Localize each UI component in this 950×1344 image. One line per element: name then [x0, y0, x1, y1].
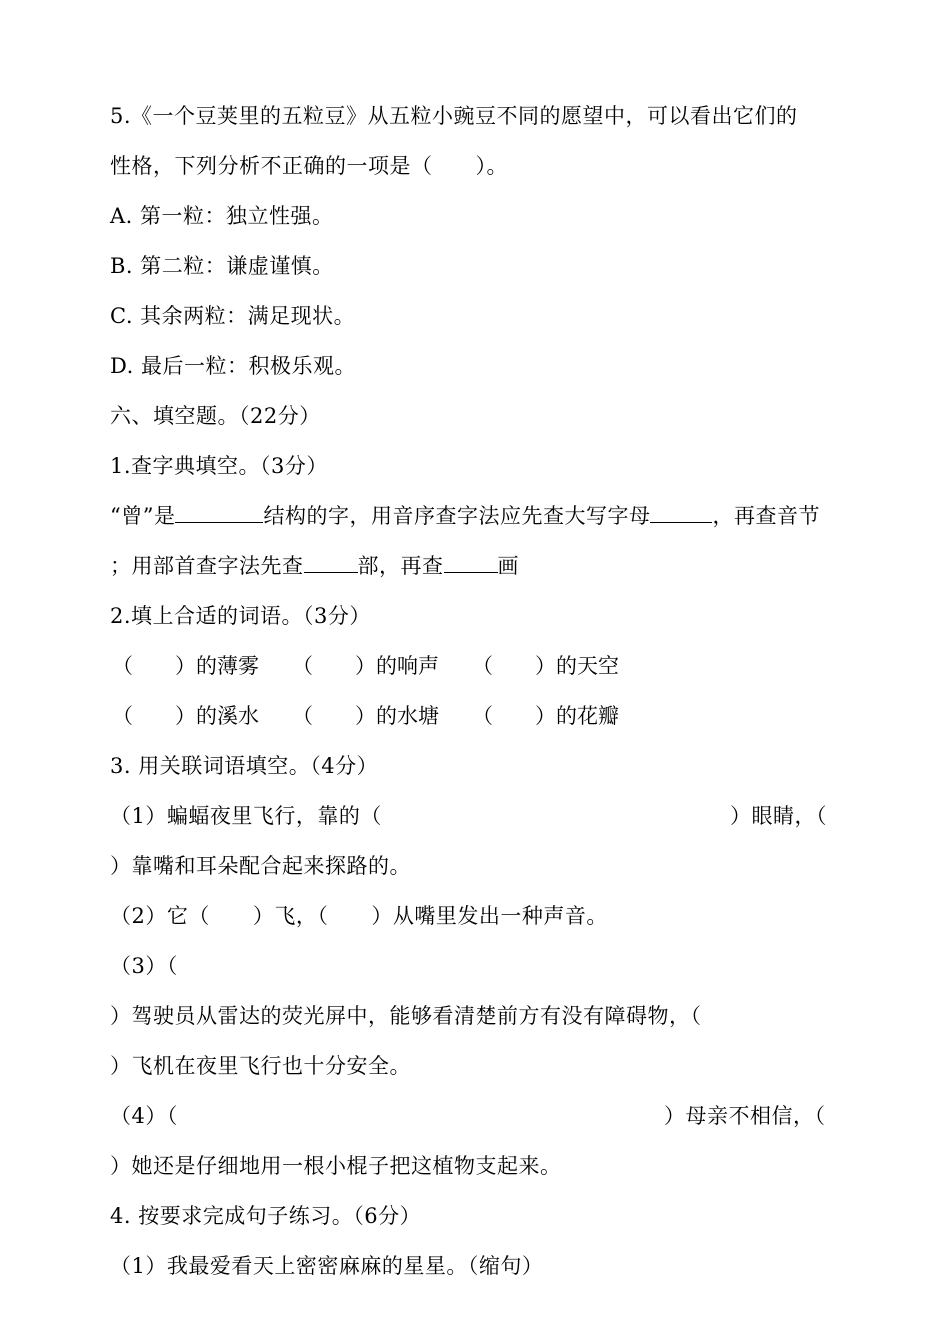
fill4-title: 4. 按要求完成句子练习。（6分） — [110, 1204, 422, 1228]
fill1-text-2: 结构的字，用音序查字法应先查大写字母 — [263, 504, 651, 528]
fill1-line1 — [110, 502, 820, 530]
q5-option-a: A. 第一粒：独立性强。 — [110, 204, 334, 228]
fill3-s1-part-a: （1）蝙蝠夜里飞行，靠的（ — [110, 804, 382, 828]
fill4-s1: （1）我最爱看天上密密麻麻的星星。（缩句） — [110, 1254, 544, 1278]
q5-line2: 性格，下列分析不正确的一项是（ ）。 — [110, 154, 508, 178]
fill1-text-5: 部，再查 — [357, 554, 444, 578]
fill3-s4-part-a: （4）（ — [110, 1104, 178, 1128]
q5-option-b: B. 第二粒：谦虚谨慎。 — [110, 254, 334, 278]
fill1-text-1: “曾”是 — [110, 504, 176, 528]
fill1-line2 — [110, 552, 519, 580]
blank-letter[interactable] — [650, 502, 712, 523]
section6-title: 六、填空题。（22分） — [110, 404, 321, 428]
fill3-s1-line2: ）靠嘴和耳朵配合起来探路的。 — [110, 854, 411, 878]
fill3-s1-part-b: ）眼睛，（ — [730, 804, 827, 828]
fill3-s3-line3: ）飞机在夜里飞行也十分安全。 — [110, 1054, 411, 1078]
fill3-s3-line2: ）驾驶员从雷达的荧光屏中，能够看清楚前方有没有障碍物，（ — [110, 1004, 702, 1028]
blank-radical[interactable] — [304, 552, 358, 573]
fill3-s3-line1: （3）（ — [110, 954, 178, 978]
q5-line1: 5.《一个豆荚里的五粒豆》从五粒小豌豆不同的愿望中，可以看出它们的 — [110, 104, 798, 128]
fill2-cell: （ ）的响声 — [292, 654, 439, 678]
blank-strokes[interactable] — [444, 552, 498, 573]
fill2-row2 — [112, 702, 619, 730]
fill3-s4-line2: ）她还是仔细地用一根小棍子把这植物支起来。 — [110, 1154, 562, 1178]
fill1-text-4: ；用部首查字法先查 — [110, 554, 304, 578]
fill2-cell: （ ）的花瓣 — [472, 704, 619, 728]
fill2-cell: （ ）的薄雾 — [112, 654, 259, 678]
fill1-title: 1.查字典填空。（3分） — [110, 454, 328, 478]
fill3-s2: （2）它（ ）飞，（ ）从嘴里发出一种声音。 — [110, 904, 608, 928]
fill1-text-6: 画 — [497, 554, 519, 578]
fill3-title: 3. 用关联词语填空。（4分） — [110, 754, 379, 778]
fill3-s1-line1 — [110, 802, 827, 830]
fill2-cell: （ ）的天空 — [472, 654, 619, 678]
blank-structure[interactable] — [175, 502, 263, 523]
fill2-title: 2.填上合适的词语。（3分） — [110, 604, 371, 628]
fill2-row1 — [112, 652, 619, 680]
q5-option-d: D. 最后一粒：积极乐观。 — [110, 354, 356, 378]
q5-option-c: C. 其余两粒：满足现状。 — [110, 304, 356, 328]
fill1-text-3: ，再查音节 — [712, 504, 820, 528]
fill3-s4-line1 — [110, 1102, 826, 1130]
fill3-s4-part-b: ）母亲不相信，（ — [664, 1104, 826, 1128]
fill2-cell: （ ）的水塘 — [292, 704, 439, 728]
fill2-cell: （ ）的溪水 — [112, 704, 259, 728]
